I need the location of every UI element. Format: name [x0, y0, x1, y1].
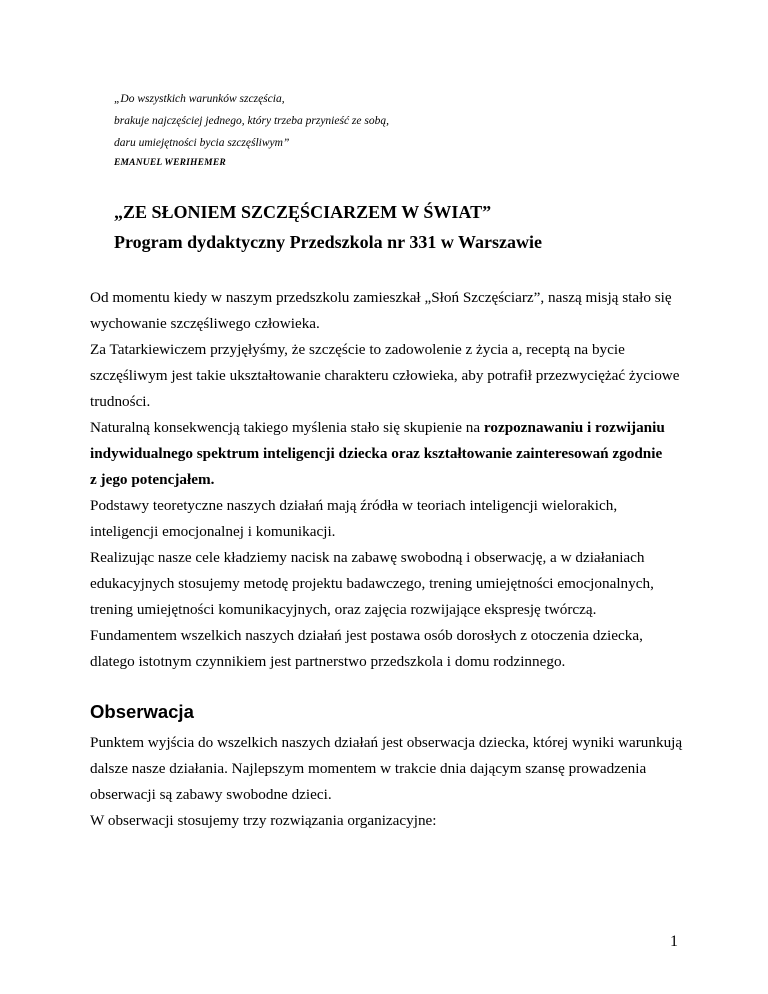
text-line [90, 441, 690, 467]
text-line: Za Tatarkiewiczem przyjęłyśmy, że szczęście to zadowolenie z życia a, receptą na bycie [90, 341, 625, 358]
epigraph-author: EMANUEL WERIHEMER [114, 158, 226, 168]
text-line [90, 415, 690, 441]
text-line: Podstawy teoretyczne naszych działań mają źródła w teoriach inteligencji wielorakich, [90, 497, 618, 514]
text-emphasis: z jego potencjałem. [90, 471, 215, 488]
title-block [114, 197, 714, 257]
text-line [90, 467, 690, 493]
text-line: szczęśliwym jest takie ukształtowanie charakteru człowieka, aby potrafił przezwyciężać życiowe [90, 367, 680, 384]
text-line: edukacyjnych stosujemy metodę projektu badawczego, trening umiejętności emocjonalnych, [90, 575, 654, 592]
document-title: „ZE SŁONIEM SZCZĘŚCIARZEM W ŚWIAT” [114, 202, 492, 222]
text-line: trudności. [90, 393, 151, 410]
text-line: W obserwacji stosujemy trzy rozwiązania organizacyjne: [90, 812, 437, 829]
page-number: 1 [670, 933, 678, 950]
section-text [90, 730, 710, 834]
text-line: dalsze nasze działania. Najlepszym momentem w trakcie dnia dającym szansę prowadzenia [90, 760, 647, 777]
text-line: obserwacji są zabawy swobodne dzieci. [90, 786, 332, 803]
epigraph-line-2: brakuje najczęściej jednego, który trzeba przynieść ze sobą, [114, 115, 389, 127]
text-line: Punktem wyjścia do wszelkich naszych działań jest obserwacja dziecka, której wyniki warunkują [90, 734, 683, 751]
epigraph [114, 88, 534, 172]
epigraph-line-3: daru umiejętności bycia szczęśliwym” [114, 137, 290, 149]
intro-text [90, 285, 690, 675]
text-line: wychowanie szczęśliwego człowieka. [90, 315, 320, 332]
text-line: Od momentu kiedy w naszym przedszkolu zamieszkał „Słoń Szczęściarz”, naszą misją stało się [90, 289, 672, 306]
epigraph-line-1: „Do wszystkich warunków szczęścia, [114, 93, 285, 105]
text-emphasis: indywidualnego spektrum inteligencji dziecka oraz kształtowanie zainteresowań zgodnie [90, 445, 663, 462]
text-line: inteligencji emocjonalnej i komunikacji. [90, 523, 336, 540]
document-subtitle: Program dydaktyczny Przedszkola nr 331 w Warszawie [114, 232, 542, 252]
text-line: trening umiejętności komunikacyjnych, oraz zajęcia rozwijające ekspresję twórczą. [90, 601, 597, 618]
text-line: Realizując nasze cele kładziemy nacisk na zabawę swobodną i obserwację, a w działaniach [90, 549, 645, 566]
text-line: dlatego istotnym czynnikiem jest partnerstwo przedszkola i domu rodzinnego. [90, 653, 566, 670]
text-emphasis: rozpoznawaniu i rozwijaniu [483, 419, 665, 436]
text-line: Fundamentem wszelkich naszych działań jest postawa osób dorosłych z otoczenia dziecka, [90, 627, 643, 644]
section-heading: Obserwacja [90, 701, 194, 722]
text-plain: Naturalną konsekwencją takiego myślenia stało się skupienie na [90, 419, 484, 436]
